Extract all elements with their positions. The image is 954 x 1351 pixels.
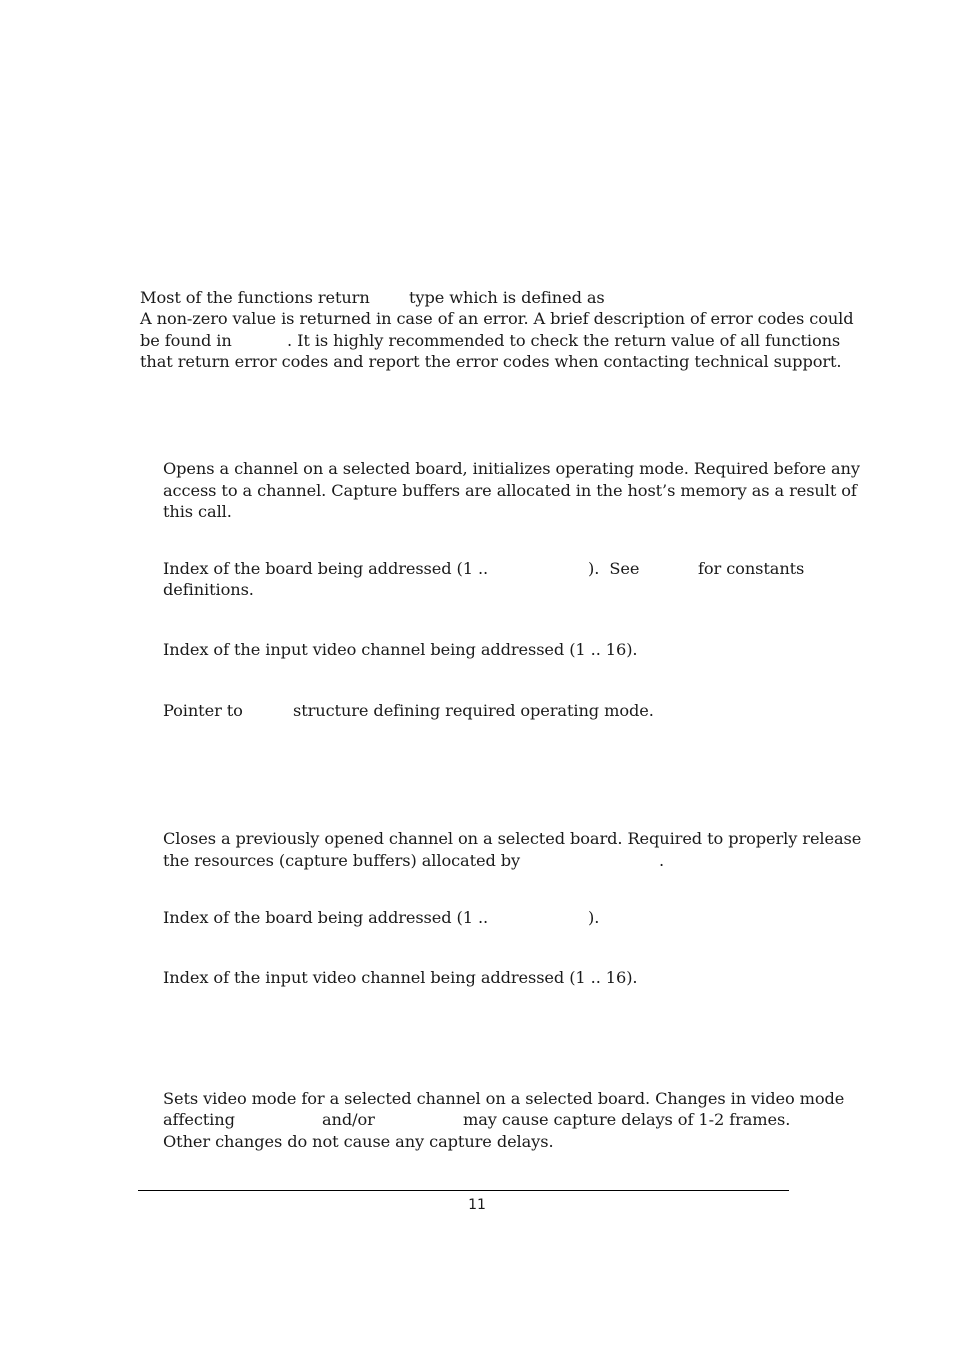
set-video-mode-description: may cause capture delays of 1-2 frames. xyxy=(463,1110,791,1129)
close-channel-param: Index of the input video channel being addressed (1 .. 16). xyxy=(163,968,638,987)
intro-text: that return error codes and report the error codes when contacting technical support. xyxy=(140,352,842,371)
set-video-mode-description: and/or xyxy=(322,1110,375,1129)
open-board-param: Index of the board being addressed (1 .. xyxy=(163,559,489,578)
close-board-param: ). xyxy=(588,908,600,927)
close-channel-description: the resources (capture buffers) allocated by xyxy=(163,851,521,870)
close-channel-description: Closes a previously opened channel on a selected board. Required to properly release xyxy=(163,829,862,848)
open-board-param: definitions. xyxy=(163,580,254,599)
open-channel-description: access to a channel. Capture buffers are allocated in the host’s memory as a result of xyxy=(163,481,857,500)
open-board-param: ). See xyxy=(588,559,640,578)
set-video-mode-description: Other changes do not cause any capture delays. xyxy=(163,1132,554,1151)
intro-text: . It is highly recommended to check the return value of all functions xyxy=(287,331,841,350)
open-mode-param: structure defining required operating mode. xyxy=(293,701,654,720)
intro-text: type which is defined as xyxy=(409,288,605,307)
intro-text: be found in xyxy=(140,331,232,350)
footer-divider xyxy=(138,1190,789,1191)
open-board-param: for constants xyxy=(698,559,805,578)
open-mode-param: Pointer to xyxy=(163,701,243,720)
open-channel-param: Index of the input video channel being addressed (1 .. 16). xyxy=(163,640,638,659)
open-channel-description: Opens a channel on a selected board, initializes operating mode. Required before any xyxy=(163,459,860,478)
intro-text: A non-zero value is returned in case of an error. A brief description of error codes could xyxy=(140,309,854,328)
set-video-mode-description: Sets video mode for a selected channel on a selected board. Changes in video mode xyxy=(163,1089,845,1108)
close-board-param: Index of the board being addressed (1 .. xyxy=(163,908,489,927)
close-channel-description: . xyxy=(659,851,665,870)
open-channel-description: this call. xyxy=(163,502,232,521)
set-video-mode-description: affecting xyxy=(163,1110,235,1129)
intro-text: Most of the functions return xyxy=(140,288,370,307)
page-number: 11 xyxy=(468,1197,486,1213)
